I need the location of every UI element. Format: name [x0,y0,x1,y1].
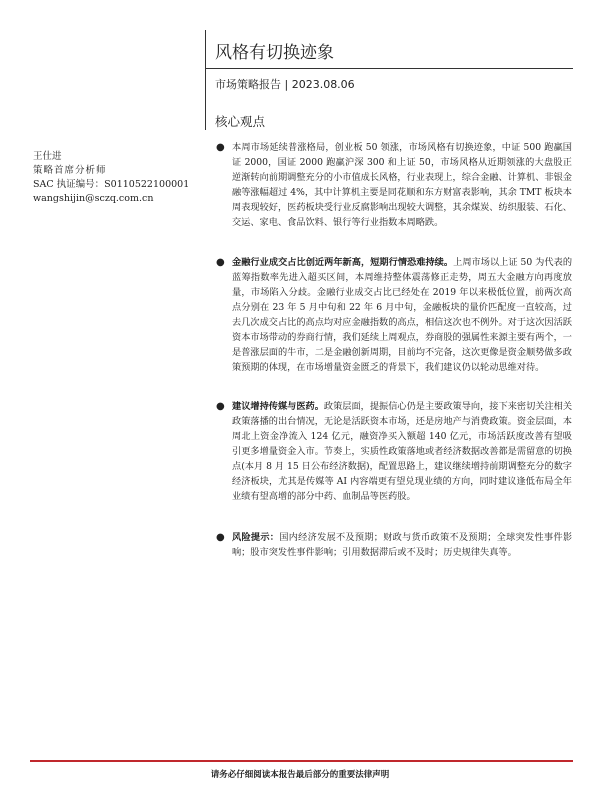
legal-footer: 请务必仔细阅读本报告最后部分的重要法律声明 [210,770,390,780]
bullet-icon: ● [216,142,225,153]
key-point-lead: 风险提示： [232,532,280,543]
key-point [212,530,572,560]
analyst-cert: SAC 执证编号：S0110522100001 [33,179,190,190]
key-point-lead: 建议增持传媒与医药。 [232,401,324,412]
analyst-email[interactable]: wangshijin@sczq.com.cn [33,193,154,204]
key-point-body: 上周市场以上证 50 为代表的蓝筹指数率先进入超买区间，本周维持整体震荡修正走势，周五大金融方向再度放量，市场陷入分歧。金融行业成交占比已经处在 2019 年以来极低位置，前两次高点分别在 23 年 5 月中旬和 22 年 6 月中旬，金融板块的量价匹配度一直较高，过去几次成交占比的高点均对应金融指数的高点，相信这次也不例外。对于这次因活跃资本市场带动的券商行情，我们延续上周观点，券商股的强属性来源主要有两个，一是普涨层面的牛市，二是金融创新周期，目前均不完备，这次更像是资金顺势做多政策预期的体现，在市场增量资金匮乏的背景下，我们建议仍以轮动思维对待。 [232,257,573,373]
analyst-info [33,150,203,206]
key-point-lead: 金融行业成交占比创近两年新高，短期行情恐难持续。 [232,257,454,268]
header-divider-horizontal [205,68,573,69]
key-point-body: 国内经济发展不及预期；财政与货币政策不及预期；全球突发性事件影响；股市突发性事件影响；引用数据滞后或不及时；历史规律失真等。 [232,532,573,558]
report-subtitle: 市场策略报告 | 2023.08.06 [215,78,355,91]
analyst-role: 策略首席分析师 [33,165,107,176]
bullet-icon: ● [216,257,225,268]
bullet-icon: ● [216,532,225,543]
header-divider-vertical [205,30,206,130]
key-points [212,140,572,560]
footer-divider [30,760,573,762]
bullet-icon: ● [216,401,225,412]
analyst-name: 王仕进 [33,151,62,162]
section-title: 核心观点 [215,114,266,129]
key-point [212,140,572,230]
key-point [212,255,572,375]
key-point [212,399,572,504]
key-point-body: 政策层面，提振信心仍是主要政策导向，接下来密切关注相关政策落播的出台情况，无论是活跃资本市场，还是房地产与消费政策。资金层面，本周北上资金净流入 124 亿元，融资净买入额超 140 亿元，市场活跃度改善有望吸引更多增量资金入市。节奏上，实质性政策落地或者经济数据改善都是需留意的切换点(本月 8 月 15 日公布经济数据)，配置思路上，建议继续增持前期调整充分的数字经济板块，尤其是传媒等 AI 内容端更有望兑现业绩的方向，同时建议逢低布局全年业绩有望高增的部分中药、血制品等医药股。 [232,401,573,502]
key-point-body: 本周市场延续普涨格局，创业板 50 领涨，市场风格有切换迹象，中证 500 跑赢国证 2000，国证 2000 跑赢沪深 300 和上证 50，市场风格从近期领涨的大盘股正逆渐转向前期调整充分的小市值成长风格，行业表现上，综合金融、计算机、非银金融等涨幅超过 4%，其中计算机主要是同花顺和东方财富表影响，其余 TMT 板块本周表现较好，医药板块受行业反腐影响出现较大调整，其余煤炭、纺织服装、石化、交运、家电、食品饮料、银行等行业指数本周略跌。 [232,142,572,228]
report-title: 风格有切换迹象 [215,43,334,63]
